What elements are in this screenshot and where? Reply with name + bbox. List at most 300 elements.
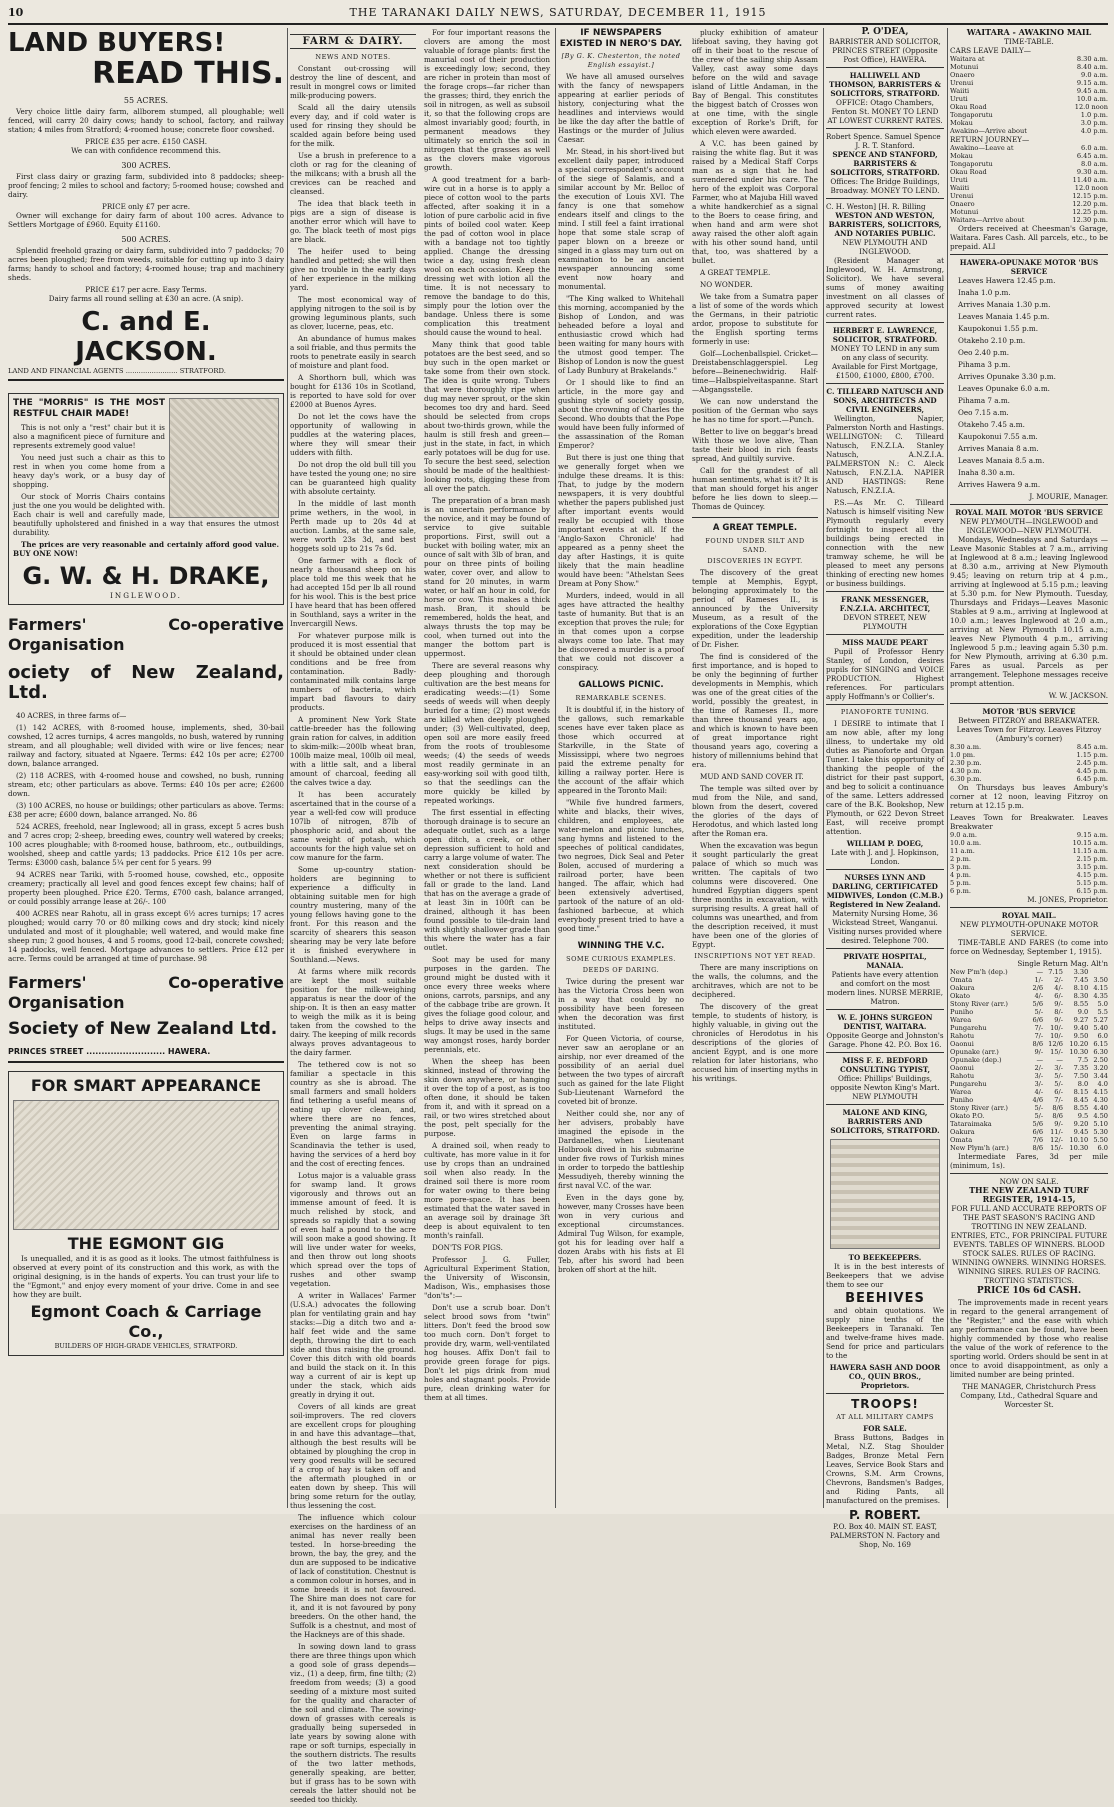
- article-paragraph: We have all amused ourselves with the fancy of newspapers appearing at earlier periods of history, conjecturing what the headlines and interviews would be like the day after the battle of Hastings or the murder of Julius Caesar.: [558, 72, 684, 144]
- jackson-subtitle: LAND AND FINANCIAL AGENTS ........................ STRATFORD.: [8, 367, 284, 381]
- timetable-row: [950, 743, 1108, 751]
- timetable-cell: 10.30: [1069, 1144, 1089, 1152]
- timetable-cell: 9.0 a.m.: [1081, 71, 1108, 79]
- timetable-row: [950, 1096, 1108, 1104]
- timetable-cell: 9.30 a.m.: [1076, 168, 1108, 176]
- timetable-cell: 10.10: [1069, 1136, 1089, 1144]
- timetable-cell: 9.5: [1077, 1112, 1089, 1120]
- timetable-cell: 12.25 p.m.: [1072, 208, 1108, 216]
- timetable-cell: Tongaporutu: [950, 111, 993, 119]
- spence-offices: Offices: The Bridge Buildings, Broadway. MONEY TO LEND.: [826, 177, 944, 199]
- news-note: Lotus major is a valuable grass for swamp land. It grows vigorously and throws out an immense amount of feed. It is much relished by stock, and spreads so rapidly that a sowing of even half a pound to the acre will soon make a good showing. It will live under water for weeks, and then throw out long shoots which spread over the tops of rushes and other swamp vegetation.: [290, 1171, 416, 1288]
- timetable-cell: 10.15 a.m.: [1072, 839, 1108, 847]
- masthead-title: THE TARANAKI DAILY NEWS, SATURDAY, DECEMBER 11, 1915: [349, 6, 767, 19]
- timetable-row: [950, 775, 1108, 783]
- natusch-address: Wellington, Napier, Palmerston North and Hastings. WELLINGTON: C. Tilleard Natusch, F.N.Z.I.A. Stanley Natusch, A.N.Z.I.A. PALMERSTON N.: C. Aleck Natusch, F.N.Z.I.A. NAPIER AND HASTINGS: Rene Natusch, F.N.Z.I.A.: [826, 414, 944, 495]
- farm-dairy-heading: FARM & DAIRY.: [290, 34, 416, 49]
- timetable-line: Arrives Hawera 9 a.m.: [958, 480, 1041, 489]
- farm-listing: 94 ACRES near Tariki, with 5-roomed house, cowshed, etc., opposite creamery; practically all level and good fences except few chains; half of property been ploughed. Price £20. Terms, £700 cash, balance arranged, or could possibly arrange lease at 26/-. 100: [8, 870, 284, 906]
- timetable-row: [950, 1064, 1108, 1072]
- news-note: A prominent New York State cattle-breeder has the following grain ration for calves, in addition to skim-milk:—200lb wheat bran, 100lb maize meal, 100lb oil meal, with a little salt, and a liberal amount of charcoal, feeding all the calves twice a day.: [290, 715, 416, 787]
- timetable-cell: 8.45 a.m.: [1076, 743, 1108, 751]
- column-divider: [947, 28, 948, 1508]
- farm-dairy-left: [290, 28, 416, 1807]
- timetable-cell: —: [1036, 1056, 1044, 1064]
- acres-500-note: Dairy farms all round selling at £30 an acre. (A snip).: [48, 294, 244, 303]
- article-paragraph: Twice during the present war has the Victoria Cross been won in a way that could by no possibility have been foreseen when the decoration was first instituted.: [558, 977, 684, 1031]
- timetable-cell: 9.15 a.m.: [1076, 831, 1108, 839]
- gallows-heading: GALLOWS PICNIC.: [578, 680, 664, 690]
- johns-text: Opposite George and Johnston's Garage. Phone 42. P.O. Box 16.: [826, 1031, 944, 1053]
- timetable-cell: 8/6: [1052, 1104, 1063, 1112]
- temple-heading: A GREAT TEMPLE.: [692, 517, 818, 535]
- timetable-row: [950, 111, 1108, 119]
- timetable-row: [950, 879, 1108, 887]
- timetable-cell: 3.44: [1093, 1072, 1108, 1080]
- news-note: When the sheep has been skinned, instead of throwing the skin down anywhere, or hanging it over the top of a post, as is too often done, it should be taken from it, and with it spread on a rail, or two wires stretched about the post, pelt specially for the purpose.: [424, 1057, 550, 1138]
- timetable-cell: Oaonui: [950, 1064, 974, 1072]
- news-note: DON'TS FOR PIGS.: [432, 1243, 503, 1252]
- acres-300-owner: Owner will exchange for dairy farm of about 100 acres. Advance to Settlers Mortgage of £960. Equity £1160.: [8, 211, 284, 229]
- timetable-cell: 9/-: [1054, 1120, 1063, 1128]
- news-note: A Shorthorn bull, which was bought for £136 10s in Scotland, is reported to have sold for over £2000 at Buenos Ayres.: [290, 373, 416, 409]
- timetable-cell: 10.30: [1069, 1048, 1089, 1056]
- timetable-cell: 9.27: [1073, 1016, 1089, 1024]
- malone-name: MALONE AND KING, BARRISTERS AND SOLICITORS, STRATFORD.: [830, 1108, 940, 1135]
- timetable-row: [950, 863, 1108, 871]
- timetable-row: [950, 184, 1108, 192]
- timetable-row: [950, 1136, 1108, 1144]
- timetable-row: [950, 216, 1108, 224]
- timetable-cell: 12.15 p.m.: [1072, 192, 1108, 200]
- bedford-name: MISS F. E. BEDFORD CONSULTING TYPIST,: [840, 1056, 930, 1074]
- timetable-cell: Pungarehu: [950, 1080, 987, 1088]
- timetable-cell: 5.30: [1093, 1128, 1108, 1136]
- timetable-cell: 5/6: [1032, 1120, 1044, 1128]
- timetable-row: [950, 119, 1108, 127]
- timetable-row: [950, 1000, 1108, 1008]
- timetable-cell: 12.30 p.m.: [1072, 216, 1108, 224]
- timetable-cell: Motunui: [950, 208, 979, 216]
- timetable-cell: 3/-: [1034, 1080, 1044, 1088]
- now-on-sale: NOW ON SALE.: [999, 1177, 1059, 1186]
- timetable-cell: 5/-: [1034, 1112, 1044, 1120]
- news-note: Many think that good table potatoes are the best seed, and so buy such in the open market or take some from their own stock. The idea is quite wrong. Tubers that were thoroughly ripe when dug may never sprout, or the skin becomes too dry and hard. Seed should be selected from crops about two-thirds grown, while the haulm is still fresh and green—just in the state, in fact, in which early potatoes will be dug for use. To secure the best seed, selection should be made of the healthiest-looking roots, digging these from all over the patch.: [424, 340, 550, 493]
- messenger-name: FRANK MESSENGER, F.N.Z.I.A. ARCHITECT,: [839, 595, 931, 613]
- timetable-row: [950, 208, 1108, 216]
- timetable-cell: 4/-: [1054, 984, 1063, 992]
- article-paragraph: Neither could she, nor any of her advisers, probably have imagined the episode in the Dardanelles, when Lieutenant Holbrook dived in his submarine under five rows of Turkish mines in order to torpedo the battleship Messudiyeh, thereby winning the first naval V.C. of the war.: [558, 1109, 684, 1190]
- breakwater-timetable: [950, 831, 1108, 895]
- turf-register-text: The improvements made in recent years in regard to the general arrangement of the "Register," and the ease with which any performance can be found, have been highly commended by those who realise the value of the work of reference to the sporting world. Orders should be sent in at once to avoid disappointment, as only a limited number are being printed.: [950, 1298, 1108, 1379]
- farmers-coop-heading-2: Farmers' Co-operative Organisation: [8, 973, 284, 1012]
- timetable-cell: 8.15: [1073, 1088, 1089, 1096]
- news-note: The influence which colour exercises on the hardiness of an animal has never really been tested. In horse-breeding the brown, the bay, the grey, and the dun are supposed to be indicative of lack of constitution. Chestnut is a common colour in horses, and in some breeds it is not favoured. The Shire man does not care for it, and it is not favoured by pony breeders. On the other hand, the Suffolk is a chestnut, and most of the Hackneys are of this shade.: [290, 1513, 416, 1639]
- morris-heading: THE "MORRIS" IS THE MOST RESTFUL CHAIR MADE!: [13, 398, 165, 419]
- return-timetable: [950, 144, 1108, 224]
- column-farm-dairy: [290, 28, 552, 1804]
- halliwell-office: OFFICE: Otago Chambers, Fenton St. MONEY TO LEND AT LOWEST CURRENT RATES.: [826, 98, 944, 129]
- troops-sub: AT ALL MILITARY CAMPS: [836, 1413, 934, 1421]
- timetable-line: Arrives Manaia 1.30 p.m.: [958, 300, 1051, 309]
- timetable-cell: 8/6: [1032, 1040, 1044, 1048]
- timetable-cell: 9.0 a.m.: [950, 831, 977, 839]
- column-divider: [555, 28, 556, 1508]
- column-timetables: [950, 28, 1108, 1508]
- timetable-cell: 9.20: [1073, 1120, 1089, 1128]
- timetable-cell: 6/6: [1032, 1016, 1044, 1024]
- robert-text: P.O. Box 40. MAIN ST. EAST, PALMERSTON N. Factory and Shop, No. 169: [829, 1522, 941, 1549]
- timetable-cell: 10.0 a.m.: [1076, 95, 1108, 103]
- timetable-row: [950, 1120, 1108, 1128]
- cars-daily-label: CARS LEAVE DAILY—: [950, 46, 1031, 55]
- timetable-cell: Okato: [950, 992, 970, 1000]
- timetable-line: Leaves Opunake 6.0 a.m.: [958, 384, 1050, 393]
- fares-note: Intermediate Fares, 3d per mile (minimum, 1s).: [950, 1152, 1108, 1174]
- timetable-row: [950, 55, 1108, 63]
- news-note: Covers of all kinds are great soil-improvers. The red clovers are excellent crops for ploughing in and have this advantage—that, although the best results will be obtained by ploughing the crop in very good results will be secured if a crop of hay is taken off and the aftermath ploughed in or eaten down by sheep. This will bring some return for the outlay, thus lessening the cost.: [290, 1402, 416, 1510]
- drake-town: INGLEWOOD.: [110, 591, 182, 600]
- timetable-cell: 8.30: [1073, 992, 1089, 1000]
- timetable-cell: 5.10: [1093, 1120, 1108, 1128]
- timetable-line: Otakeho 7.45 a.m.: [958, 420, 1025, 429]
- awakino-heading: WAITARA - AWAKINO MAIL: [966, 27, 1092, 37]
- troops-text: Brass Buttons, Badges in Metal, N.Z. Stag Shoulder Badges, Bronze Metal Fern Leaves, Service Book Stars and Crowns, S.M. Arm Crowns, Chevrons, Bandsmen's Badges, and Riding Pants, all manufactured on the premises.: [826, 1433, 944, 1505]
- timetable-cell: Urenui: [950, 79, 974, 87]
- odea-title: BARRISTER AND SOLICITOR,: [829, 37, 941, 46]
- news-note: Do not let the cows have the opportunity of wallowing in puddles at the watering places, where they will smear their udders with filth.: [290, 412, 416, 457]
- timetable-cell: 2.50: [1093, 1056, 1108, 1064]
- timetable-cell: 5.40: [1093, 1024, 1108, 1032]
- timetable-cell: 7/-: [1054, 1096, 1063, 1104]
- news-note: In the middle of last month prime wethers, in the wool, in Perth made up to 20s 4d at auction. Lambs, at the same sale, were worth 23s 3d, and best hoggets sold up to 21s 7s 6d.: [290, 499, 416, 553]
- timetable-row: [950, 751, 1108, 759]
- peart-text: Pupil of Professor Henry Stanley, of London, desires pupils for SINGING and VOICE PRODUCTION. Highest references. For particulars apply Hoffmann's or Collier's.: [826, 647, 944, 705]
- timetable-cell: 8.55: [1073, 1000, 1089, 1008]
- opunake-manager: J. MOURIE, Manager.: [950, 492, 1108, 505]
- natusch-ps: P.S.—As Mr. C. Tilleard Natusch is himself visiting New Plymouth regularly every fortnight to inspect all the buildings being erected in connection with the new tramway scheme, he will be pleased to meet any persons thinking of erecting new homes or business buildings.: [826, 498, 944, 592]
- odea-name: P. O'DEA,: [861, 27, 909, 37]
- piano-name: WILLIAM P. DOEG,: [846, 839, 924, 848]
- motorbus-sub: Between FITZROY and BREAKWATER. Leaves Town for Fitzroy. Leaves Fitzroy (Ambury's corner): [956, 716, 1102, 743]
- farmers-coop-ad-2: [8, 973, 284, 1063]
- timetable-cell: 5.27: [1093, 1016, 1108, 1024]
- news-note: The heifer used to being handled and petted; she will then give no trouble in the early days of her experience in the milking yard.: [290, 247, 416, 292]
- timetable-cell: 5.5: [1097, 1008, 1108, 1016]
- timetable-cell: 4.15: [1093, 1088, 1108, 1096]
- troops-heading: TROOPS!: [851, 1397, 919, 1411]
- timetable-cell: Stony River (arr.): [950, 1000, 1008, 1008]
- timetable-cell: 6/6: [1032, 1128, 1044, 1136]
- timetable-cell: Opunake (arr.): [950, 1048, 999, 1056]
- news-note: Scald all the dairy utensils every day, and if cold water is used for rinsing they should be scalded again before being used for the milk.: [290, 103, 416, 148]
- royal-mail-name: W. W. JACKSON.: [950, 691, 1108, 704]
- timetable-row: [950, 168, 1108, 176]
- timetable-row: [950, 992, 1108, 1000]
- article-paragraph: The discovery of the great temple, to students of history, is highly valuable, in giving out the chronicles of Herodotus in his descriptions of the glories of ancient Egypt, and is one more relation for later historians, who accused him of inserting myths in his writings.: [692, 1002, 818, 1083]
- vc-continued-paragraphs: [692, 28, 818, 511]
- timetable-cell: Oakura: [950, 1128, 975, 1136]
- timetable-row: [950, 1056, 1108, 1064]
- beekeepers-text: It is in the best interests of Beekeepers that we advise them to see our: [826, 1262, 944, 1289]
- gallows-paragraphs: [558, 705, 684, 933]
- timetable-cell: Waitara—Arrive about: [950, 216, 1025, 224]
- timetable-cell: Stony River (arr.): [950, 1104, 1008, 1112]
- timetable-line: Oeo 2.40 p.m.: [958, 348, 1010, 357]
- turf-register-heading: THE NEW ZEALAND TURF REGISTER, 1914-15,: [969, 1185, 1089, 1204]
- timetable-cell: New P'm'h (dep.): [950, 968, 1008, 976]
- private-hospital-name: PRIVATE HOSPITAL, MANAIA.: [843, 952, 927, 970]
- turf-register-price: PRICE 10s 6d CASH.: [976, 1286, 1082, 1296]
- johns-name: W. E. JOHNS SURGEON DENTIST, WAITARA.: [837, 1013, 933, 1031]
- article-paragraph: Or I should like to find an article, in the more gay and gushing style of society gossip, about the crowning of Charles the Second. Who doubts that the Pope would have been fully informed of the assassination of the Roman Emperor?: [558, 378, 684, 450]
- article-paragraph: Murders, indeed, would in all ages have attracted the healthy taste of humanity. But that is an exception that proves the rule; for in that comes upon a corpse always come too late. That may be discovered a murder is a proof that we could not discover a conspiracy.: [558, 591, 684, 672]
- robert-name: P. ROBERT.: [849, 1508, 921, 1522]
- fares-timetable: [950, 968, 1108, 1152]
- timetable-row: [950, 1080, 1108, 1088]
- article-paragraph: A GREAT TEMPLE.: [700, 268, 771, 277]
- timetable-line: Leaves Manaia 1.45 p.m.: [958, 312, 1050, 321]
- timetable-cell: 7.35: [1073, 1064, 1089, 1072]
- timetable-cell: 6.0: [1097, 1144, 1108, 1152]
- article-paragraph: The discovery of the great temple at Memphis, Egypt, belonging approximately to the period of Rameses II., is announced by the University Museum, as a result of the explorations of the Coxe Egyptian expedition, under the leadership of Dr. Fisher.: [692, 568, 818, 649]
- odea-address: PRINCES STREET (Opposite Post Office), HAWERA.: [826, 46, 944, 68]
- timetable-cell: Rahotu: [950, 1032, 975, 1040]
- private-hospital-text: Patients have every attention and comfort on the most modern lines. NURSE MERRIE, Matron.: [826, 970, 944, 1010]
- column-advertisements-left: [8, 28, 284, 1508]
- drake-name: G. W. & H. DRAKE,: [22, 562, 270, 590]
- royal-mail-2-sub: NEW PLYMOUTH-OPUNAKE MOTOR SERVICE.: [959, 920, 1099, 938]
- timetable-cell: 12.20 p.m.: [1072, 200, 1108, 208]
- news-note: Use a brush in preference to a cloth or rag for the cleaning of the milkcans; with a brush all the crevices can be reached and cleansed.: [290, 151, 416, 196]
- timetable-cell: 7.50: [1073, 1072, 1089, 1080]
- news-note: Do not drop the old bull till you have tested the young one; no sire can be guaranteed high quality with absolute certainty.: [290, 460, 416, 496]
- timetable-cell: 9.15 a.m.: [1076, 79, 1108, 87]
- timetable-cell: Omata: [950, 1136, 973, 1144]
- timetable-cell: 4 p.m.: [950, 871, 971, 879]
- piano-heading: PIANOFORTE TUNING.: [840, 708, 930, 716]
- article-paragraph: MUD AND SAND COVER IT.: [700, 772, 804, 781]
- timetable-row: [950, 1088, 1108, 1096]
- timetable-cell: 4.30 p.m.: [950, 767, 982, 775]
- peart-name: MISS MAUDE PEART: [842, 638, 928, 647]
- article-paragraph: We can now understand the position of the German who says he has no time for sport.—Punch.: [692, 397, 818, 424]
- timetable-row: [950, 71, 1108, 79]
- farm-listing: 400 ACRES near Rahotu, all in grass except 6½ acres turnips; 17 acres ploughed; would carry 70 or 80 milking cows and dry stock; kind nicely undulated and most of it ploughable; well watered, and would make fine sheep run; 2 good houses, 4 and 5 rooms, good 12-bail, concrete cowshed; 14 paddocks, well fenced. Mortgage advances to settlers. Price £12 per acre. Terms could be arranged at time of purchase. 98: [8, 909, 284, 963]
- fares-heading: TIME-TABLE AND FARES (to come into force on Wednesday, September 1, 1915).: [950, 938, 1108, 956]
- article-paragraph: The find is considered of the first importance, and is hoped to be only the beginning of further developments in Memphis, which was one of the great cities of the world, possibly the greatest, in the time of Rameses II., more than three thousand years ago, and which is known to have been of great importance right thousand years ago, covering a history of millenniums behind that era.: [692, 652, 818, 769]
- acres-300-heading: 300 ACRES.: [121, 161, 171, 170]
- timetable-cell: 6.30: [1093, 1048, 1108, 1056]
- timetable-cell: 6/-: [1054, 992, 1063, 1000]
- piano-subtitle: Late with J. and J. Hopkinson, London.: [826, 848, 944, 870]
- timetable-cell: 5 p.m.: [950, 879, 971, 887]
- timetable-cell: 12/-: [1050, 1136, 1063, 1144]
- timetable-cell: 5/-: [1054, 1072, 1063, 1080]
- column-divider: [287, 28, 288, 1508]
- timetable-row: [950, 839, 1108, 847]
- timetable-cell: 6.30 p.m.: [950, 775, 982, 783]
- timetable-cell: 2 p.m.: [950, 855, 971, 863]
- timetable-row: [950, 192, 1108, 200]
- nurses-text: Maternity Nursing Home, 36 Wickstead Street, Wanganui. Visiting nurses provided where desired. Telephone 700.: [826, 909, 944, 949]
- timetable-cell: Opunake (dep.): [950, 1056, 1002, 1064]
- news-note: In sowing down land to grass there are three things upon which a good sole of grass depends—viz., (1) a deep, firm, fine tilth; (2) freedom from weeds; (3) a good seeding of a mixture most suited for the quality and character of the soil and climate. The sowing-down of grasses with cereals is gradually being superseded in late years by sowing alone with rape or soft turnips, especially in the southern districts. The results of the two latter methods, generally speaking, are better, but if grass has to be sown with cereals the latter should not be seeded too thickly.: [290, 1642, 416, 1804]
- timetable-cell: 9/-: [1054, 1000, 1063, 1008]
- timetable-row: [950, 152, 1108, 160]
- timetable-line: Inaha 1.0 p.m.: [958, 288, 1011, 297]
- morris-text-4: The prices are very reasonable and certainly afford good value. BUY ONE NOW!: [13, 540, 279, 558]
- news-note: Constant out-crossing will destroy the line of descent, and result in mongrel cows or limited milk-producing powers.: [290, 64, 416, 100]
- timetable-cell: 8.0 a.m.: [1081, 160, 1108, 168]
- royal-mail-sub: NEW PLYMOUTH—INGLEWOOD and INGLEWOOD—NEW PLYMOUTH.: [959, 517, 1099, 535]
- article-paragraph: "While five hundred farmers, white and blacks, their wives, children, and employees, ate water-melon and picnic lunches, sang hymns and listened to the speeches of political candidates, two negroes, Dick Seal and Peter Bolen, accused of murdering a railroad porter, have been hanged. The affair, which had been extensively advertised, partook of the nature of an old-fashioned barbecue, at which everybody present tried to have a good time.": [558, 798, 684, 933]
- breakwater-proprietor: M. JONES, Proprietor.: [950, 895, 1108, 908]
- nurses-name: NURSES LYNN AND DARLING, CERTIFICATED MIDWIVES, London (C.M.B.) Registered in New Zealand.: [826, 873, 944, 909]
- article-paragraph: Call for the grandest of all human sentiments, what is it? It is that man should forget his anger before he lies down to sleep.—Thomas de Quincey.: [692, 466, 818, 511]
- opunake-timetable: [950, 276, 1108, 489]
- timetable-row: [950, 87, 1108, 95]
- timetable-cell: 8/6: [1052, 1112, 1063, 1120]
- news-note: The most economical way of applying nitrogen to the soil is by growing leguminous plants, such as clover, lucerne, peas, etc.: [290, 295, 416, 331]
- timetable-cell: 3 p.m.: [950, 863, 971, 871]
- timetable-cell: 3.30: [1073, 968, 1089, 976]
- timetable-cell: 6/-: [1054, 1088, 1063, 1096]
- timetable-cell: 2/-: [1034, 1064, 1044, 1072]
- timetable-line: Otakeho 2.10 p.m.: [958, 336, 1026, 345]
- vc-heading: WINNING THE V.C.: [577, 941, 665, 951]
- timetable-row: [950, 79, 1108, 87]
- timetable-cell: 3.50: [1093, 976, 1108, 984]
- timetable-cell: 8/6: [1032, 1144, 1044, 1152]
- timetable-line: Kaupokonui 1.55 p.m.: [958, 324, 1039, 333]
- troops-sale: FOR SALE.: [863, 1424, 907, 1433]
- timetable-cell: 9/-: [1054, 1016, 1063, 1024]
- article-paragraph: Mr. Stead, in his short-lived but excellent daily paper, introduced a special correspondent's account of the siege of Salamis, and a similar account by Mr. Belloc of the execution of Louis XVI. The fancy is one that somehow endears itself and clings to the mind. I still feel a faint irrational hope that some stale scrap of paper blown on a breeze or singed in a glass may turn out on examination to be an ancient newspaper announcing some event now hoary and monumental.: [558, 147, 684, 291]
- timetable-cell: 12.0 noon: [1074, 103, 1108, 111]
- timetable-cell: Warea: [950, 1088, 972, 1096]
- farm-dairy-paragraphs: [290, 64, 416, 1804]
- acres-500-text: Splendid freehold grazing or dairy farm, subdivided into 7 paddocks; 70 acres been ploughed; free from weeds, suitable for cutting up into 3 dairy farms; handy to school and factory; 4-roomed house; trap and machinery sheds.: [8, 246, 284, 282]
- timetable-cell: Waitara at: [950, 55, 985, 63]
- morris-text-1: This is not only a "rest" chair but it is also a magnificent piece of furniture and represents extremely good value!: [13, 423, 165, 450]
- timetable-cell: 1.0 pm.: [950, 751, 976, 759]
- timetable-cell: 3.0 p.m.: [1080, 119, 1108, 127]
- egmont-gig-heading: THE EGMONT GIG: [67, 1234, 225, 1253]
- lawrence-text: MONEY TO LEND in any sum on any class of security. Available for First Mortgage, £1500, £1000, £800, £700.: [826, 344, 944, 384]
- inscriptions-sub: INSCRIPTIONS NOT YET READ.: [694, 952, 816, 960]
- timetable-cell: 8.30 a.m.: [1076, 55, 1108, 63]
- timetable-cell: Uruti: [950, 176, 968, 184]
- timetable-line: Inaha 8.30 a.m.: [958, 468, 1015, 477]
- timetable-cell: Motunui: [950, 63, 979, 71]
- turf-register-sub: FOR FULL AND ACCURATE REPORTS OF THE PAST SEASON'S RACING AND TROTTING IN NEW ZEALAND.: [951, 1204, 1107, 1231]
- manager-name: THE MANAGER, Christchurch Press Company, Ltd., Cathedral Square and Worcester St.: [960, 1382, 1098, 1409]
- timetable-cell: Waiiti: [950, 87, 970, 95]
- timetable-cell: Onaero: [950, 71, 975, 79]
- royal-mail-text: Mondays, Wednesdays and Saturdays —Leave Masonic Stables at 7 a.m., arriving at Inglewood at 8 a.m.; leaving Inglewood at 8.30 a.m., arriving at New Plymouth 9.45; leaving on return trip at 4 p.m., arriving at Inglewood at 5.15 p.m.; leaving at 5.30 p.m. for New Plymouth. Tuesday, Thursdays and Fridays—Leaves Masonic Stables at 9 a.m., arriving at Inglewood at 10.0 a.m.; leaves Inglewood at 2.0 a.m., arriving at New Plymouth 10.15 a.m.; leaves New Plymouth 4 p.m., arriving Inglewood 5 p.m.; leaving again 5.30 p.m. for New Plymouth, arriving at 6.30 p.m. Fares as usual. Parcels as per arrangement. Telephone messages receive prompt attention.: [950, 535, 1108, 688]
- timetable-cell: New Plym'h (arr.): [950, 1144, 1009, 1152]
- timetable-cell: 8.10: [1073, 984, 1089, 992]
- timetable-cell: 4.15: [1093, 984, 1108, 992]
- vc-sub-2: DEEDS OF DARING.: [582, 966, 660, 974]
- morris-text-2: You need just such a chair as this to rest in when you come home from a heavy day's work, or a busy day of shopping.: [13, 453, 165, 489]
- timetable-cell: 7/-: [1034, 1032, 1044, 1040]
- morris-chair-illustration: [169, 398, 279, 518]
- natusch-name: C. TILLEARD NATUSCH AND SONS, ARCHITECTS AND CIVIL ENGINEERS,: [826, 387, 944, 414]
- morris-chair-ad: [8, 393, 284, 605]
- timetable-cell: 10/-: [1050, 1032, 1063, 1040]
- timetable-cell: 3/-: [1054, 1064, 1063, 1072]
- timetable-cell: 3/-: [1034, 1072, 1044, 1080]
- timetable-cell: 4.50: [1093, 1112, 1108, 1120]
- timetable-cell: 1.0 p.m.: [1080, 111, 1108, 119]
- timetable-cell: Okato P.O.: [950, 1112, 985, 1120]
- news-note: A good treatment for a barb-wire cut in a horse is to apply a piece of cotton wool to the parts affected, after soaking it in a lotion of pure carbolic acid in five pints of boiled cool water. Keep the pad of cotton wool in place with a bandage not too tightly applied. Change the dressing twice a day, using fresh clean wool on each occasion. Keep the dressing wet with lotion all the time. It is not necessary to remove the bandage to do this, simply pour the lotion over the bandage. Unless there is some complication this treatment should cause the wound to heal.: [424, 175, 550, 337]
- vc-paragraphs: [558, 977, 684, 1274]
- news-note: The idea that black teeth in pigs are a sign of disease is another error which will have to go. The black teeth of most pigs are black.: [290, 199, 416, 244]
- egmont-gig-text: Is unequalled, and it is as good as it looks. The utmost faithfulness is observed at every point of its construction and this work, as with the original designing, is in the hands of experts. You can trust your life to the "Egmont," and enjoy every moment of your drive. Come in and see how they are built.: [13, 1254, 279, 1299]
- timetable-cell: 15/-: [1050, 1048, 1063, 1056]
- timetable-cell: Okau Road: [950, 168, 987, 176]
- timetable-cell: 7.15: [1048, 968, 1063, 976]
- timetable-row: [950, 887, 1108, 895]
- farm-dairy-paragraphs-2: [424, 28, 550, 1402]
- acres-55-confidence: We can with confidence recommend this.: [71, 146, 221, 155]
- timetable-cell: 12/6: [1048, 1040, 1063, 1048]
- article-paragraph: We take from a Sumatra paper a list of some of the words which the Germans, in their patriotic ardor, propose to substitute for the English sporting terms formerly in use:: [692, 292, 818, 346]
- timetable-row: [950, 968, 1108, 976]
- turf-register-list: ENTRIES, ETC., FOR PRINCIPAL FUTURE EVENTS. TABLES OF WINNERS. BLOOD STOCK SALES. RULES OF RACING. WINNING OWNERS. WINNING HORSES. WINNING SIRES. RULES OF RACING. TROTTING STATISTICS.: [950, 1231, 1108, 1285]
- timetable-row: [950, 767, 1108, 775]
- news-note: The preparation of a bran mash is an uncertain performance by the novice, and it may be found of service to give suitable proportions. First, swill out a bucket with boiling water, mix an ounce of salt with 3lb of bran, and pour on three pints of boiling water, cover over, and allow to stand for 20 minutes, in warm water, or half an hour in cold, for horse or cow. This makes a thick mash. Bran, it should be remembered, holds the heat, and always thrusts the top may be cool, when turned out into the manger the bottom part is uppermost.: [424, 496, 550, 658]
- timetable-cell: 9.45 a.m.: [1076, 87, 1108, 95]
- timetable-line: Leaves Manaia 8.5 a.m.: [958, 456, 1045, 465]
- timetable-cell: 5.50: [1093, 1136, 1108, 1144]
- timetable-cell: 4.35: [1093, 992, 1108, 1000]
- spence-junior: J. R. T. Stanford.: [855, 141, 915, 150]
- timetable-cell: 15/-: [1050, 1144, 1063, 1152]
- vc-sub: SOME CURIOUS EXAMPLES.: [566, 955, 676, 963]
- timetable-row: [950, 871, 1108, 879]
- read-this-heading: READ THIS.: [92, 56, 284, 91]
- timetable-cell: 2/6: [1032, 984, 1044, 992]
- timetable-row: [950, 1024, 1108, 1032]
- timetable-cell: Omata: [950, 976, 973, 984]
- timetable-row: [950, 759, 1108, 767]
- beehives-text: and obtain quotations. We supply nine tenths of the Beekeepers in Taranaki. Ten and twelve-frame hives made. Send for price and particulars to the: [826, 1306, 944, 1360]
- timetable-cell: 9.0: [1077, 1008, 1089, 1016]
- news-note: A writer in Wallaces' Farmer (U.S.A.) advocates the following plan for ventilating grain and hay stacks:—Dig a ditch two and a-half feet wide and the same depth, throwing the dirt to each side and thus raising the ground. Cover this ditch with old boards and build the stack on it. In this way a current of air is kept up under the stack, which aids greatly in drying it out.: [290, 1291, 416, 1399]
- page-number: 10: [8, 6, 24, 19]
- timetable-cell: 4.0 p.m.: [1080, 127, 1108, 135]
- acres-500-price: PRICE £17 per acre. Easy Terms.: [85, 285, 207, 294]
- timetable-cell: 7/6: [1032, 1136, 1044, 1144]
- timetable-cell: 11/-: [1050, 1128, 1063, 1136]
- article-paragraph: A V.C. has been gained by raising the white flag. But it was raised by a Medical Staff Corps man as a sign that he had surrendered under his care. The hero of the exploit was Corporal Farmer, who at Majuba Hill waved a white handkerchief as a signal to the Boers to cease firing, and when hand and arm were shot away raised the other aloft again with his other sound hand, until that, too, was shattered by a bullet.: [692, 139, 818, 265]
- weston-names: C. H. Weston] [H. R. Billing: [826, 202, 926, 211]
- beehives-heading: BEEHIVES: [845, 1291, 925, 1306]
- column-divider: [823, 28, 824, 1508]
- timetable-cell: —: [1036, 968, 1044, 976]
- timetable-cell: 6.45 a.m.: [1076, 152, 1108, 160]
- timetable-cell: 6 p.m.: [950, 887, 971, 895]
- farm-listing: (3) 100 ACRES, no house or buildings; other particulars as above. Terms: £38 per acre; £600 down, balance arranged. No. 86: [8, 801, 284, 819]
- timetable-cell: Tongaporutu: [950, 160, 993, 168]
- news-note: Some up-country station-holders are beginning to experience a difficulty in obtaining suitable men for high country mustering, many of the young fellows having gone to the front. For this reason and the scarcity of shearers this season shearing may be very late before it is finished everywhere in Southland.—News.: [290, 865, 416, 964]
- weston-address: NEW PLYMOUTH AND INGLEWOOD.: [842, 238, 928, 256]
- timetable-cell: 6.15: [1093, 1040, 1108, 1048]
